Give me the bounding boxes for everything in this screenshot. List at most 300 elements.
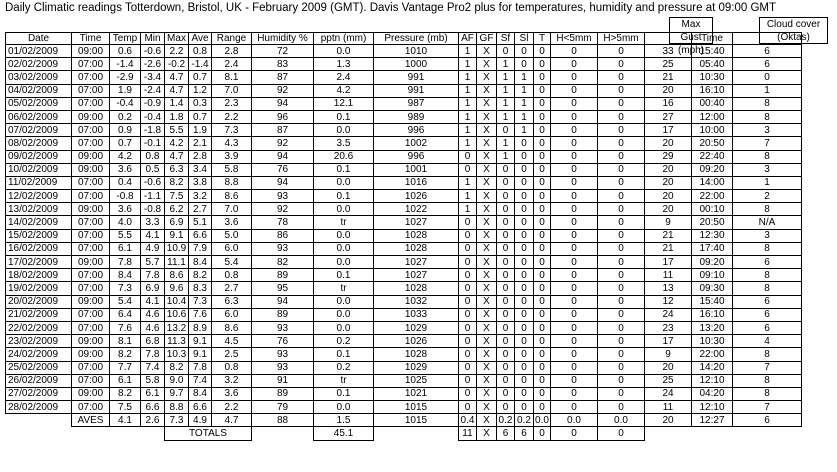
table-row (6, 150, 802, 163)
table-cell: 6.9 (141, 282, 165, 295)
table-cell: 0 (551, 321, 598, 334)
table-cell: 0 (551, 150, 598, 163)
averages-cell: 0.0 (551, 414, 598, 427)
table-cell: 12 (645, 295, 692, 308)
table-cell: 93 (252, 190, 314, 203)
table-cell: 0 (598, 45, 645, 58)
table-cell: 8.4 (110, 269, 141, 282)
table-cell: -0.4 (110, 97, 141, 110)
table-cell: 17 (645, 124, 692, 137)
table-cell: 0 (515, 163, 534, 176)
averages-cell: 2.6 (141, 414, 165, 427)
table-cell: 94 (252, 97, 314, 110)
table-cell: 04/02/2009 (6, 84, 72, 97)
table-cell: 0 (515, 58, 534, 71)
table-cell: 8.1 (110, 335, 141, 348)
table-cell: 1 (515, 124, 534, 137)
table-cell: 0 (497, 335, 515, 348)
table-cell: 6.6 (189, 229, 212, 242)
table-cell: 9.1 (165, 229, 189, 242)
table-cell: X (477, 71, 497, 84)
table-cell: 7.8 (189, 361, 212, 374)
table-cell: 0 (534, 308, 551, 321)
table-cell: 1.2 (189, 84, 212, 97)
table-cell: 12:10 (692, 374, 733, 387)
table-cell: 3 (733, 163, 802, 176)
table-cell: 0 (515, 269, 534, 282)
table-cell: 09:30 (692, 282, 733, 295)
table-cell: 0 (598, 282, 645, 295)
table-cell: 08/02/2009 (6, 137, 72, 150)
table-cell: 1 (497, 97, 515, 110)
table-cell: 5.5 (110, 229, 141, 242)
table-cell: 15:40 (692, 45, 733, 58)
table-cell: 1022 (374, 203, 459, 216)
table-cell: 1 (459, 58, 477, 71)
table-cell: 10:30 (692, 71, 733, 84)
table-cell: 22/02/2009 (6, 321, 72, 334)
table-cell: 9.6 (165, 282, 189, 295)
table-cell: -1.1 (141, 190, 165, 203)
table-cell: 27 (645, 110, 692, 123)
table-cell: X (477, 216, 497, 229)
table-cell: 0 (598, 348, 645, 361)
table-cell: X (477, 256, 497, 269)
table-cell: 7.8 (141, 348, 165, 361)
table-cell: 0 (534, 321, 551, 334)
table-cell: 07:00 (72, 229, 110, 242)
table-cell: 0 (459, 401, 477, 414)
table-cell: 0 (459, 216, 477, 229)
table-cell: 20 (645, 361, 692, 374)
totals-sf: 6 (497, 427, 515, 440)
table-cell: 6.6 (189, 401, 212, 414)
table-cell: 21/02/2009 (6, 308, 72, 321)
table-cell: 7.8 (141, 269, 165, 282)
table-row (6, 176, 802, 189)
table-cell: 27/02/2009 (6, 387, 72, 400)
table-cell: 0 (551, 176, 598, 189)
table-cell: 0.1 (314, 110, 374, 123)
table-cell: -2.6 (141, 58, 165, 71)
table-cell: 29 (645, 150, 692, 163)
table-cell: X (477, 321, 497, 334)
table-cell: 0.2 (314, 361, 374, 374)
table-cell: 07:00 (72, 308, 110, 321)
table-cell: 07/02/2009 (6, 124, 72, 137)
table-cell: 0 (598, 269, 645, 282)
table-cell: 2.2 (212, 110, 252, 123)
table-cell: 0 (459, 163, 477, 176)
table-cell: 0 (497, 348, 515, 361)
table-cell: 6 (733, 295, 802, 308)
table-cell: 0 (497, 374, 515, 387)
table-cell: 8.4 (189, 387, 212, 400)
table-cell: 0.2 (110, 110, 141, 123)
averages-cell: 1.5 (314, 414, 374, 427)
blank-cell (252, 427, 314, 440)
table-cell: 0 (534, 229, 551, 242)
table-cell: 8.2 (165, 361, 189, 374)
table-cell: 0 (534, 295, 551, 308)
table-cell: 0 (598, 124, 645, 137)
table-cell: 1000 (374, 58, 459, 71)
table-cell: 93 (252, 348, 314, 361)
table-cell: 4.1 (141, 295, 165, 308)
table-cell: X (477, 137, 497, 150)
table-cell: 0 (534, 110, 551, 123)
climate-table (5, 32, 802, 441)
column-header-time: Time (692, 33, 733, 45)
table-cell: 1 (459, 110, 477, 123)
averages-cell: 0.2 (497, 414, 515, 427)
table-cell: 13:20 (692, 321, 733, 334)
table-cell: 1 (459, 137, 477, 150)
table-cell: 09:00 (72, 150, 110, 163)
table-cell: 07:00 (72, 137, 110, 150)
table-cell: 1 (497, 110, 515, 123)
table-cell: 0 (598, 150, 645, 163)
table-cell: 9.7 (165, 387, 189, 400)
table-cell: 0.0 (314, 308, 374, 321)
table-cell: 12:10 (692, 401, 733, 414)
table-cell: 1015 (374, 401, 459, 414)
table-row (6, 110, 802, 123)
table-cell: X (477, 282, 497, 295)
table-cell: 16 (645, 97, 692, 110)
table-cell: 2 (733, 190, 802, 203)
table-cell: 0.0 (314, 295, 374, 308)
table-cell: 89 (252, 387, 314, 400)
table-cell: 2.7 (212, 282, 252, 295)
table-cell: 0 (497, 269, 515, 282)
table-cell: 2.4 (212, 58, 252, 71)
table-cell: 20 (645, 84, 692, 97)
table-cell: 0 (497, 190, 515, 203)
table-cell: X (477, 110, 497, 123)
table-cell: 0.0 (314, 401, 374, 414)
table-cell: 0 (551, 97, 598, 110)
table-cell: 0 (598, 58, 645, 71)
totals-row (6, 427, 802, 440)
table-cell: 3.2 (189, 190, 212, 203)
table-cell: 7.0 (212, 84, 252, 97)
table-cell: 7.9 (189, 242, 212, 255)
table-cell: 0.0 (314, 321, 374, 334)
table-cell: 3.3 (141, 216, 165, 229)
table-cell: -1.4 (110, 58, 141, 71)
table-cell: 09:00 (72, 45, 110, 58)
table-cell: 4.0 (110, 216, 141, 229)
table-cell: 0 (459, 321, 477, 334)
table-row (6, 401, 802, 414)
table-cell: 2.3 (212, 97, 252, 110)
table-cell: 1.4 (165, 97, 189, 110)
table-cell: 0 (598, 308, 645, 321)
table-cell: 0 (534, 361, 551, 374)
table-cell: 24/02/2009 (6, 348, 72, 361)
table-cell: 0 (551, 348, 598, 361)
table-cell: 0 (459, 242, 477, 255)
table-cell: 1 (459, 45, 477, 58)
table-cell: 0 (515, 176, 534, 189)
table-row (6, 124, 802, 137)
table-cell: 1032 (374, 295, 459, 308)
table-cell: 01/02/2009 (6, 45, 72, 58)
table-cell: -0.8 (110, 190, 141, 203)
table-cell: 3.6 (110, 203, 141, 216)
table-cell: 07:00 (72, 282, 110, 295)
table-cell: 0 (534, 401, 551, 414)
table-cell: 87 (252, 71, 314, 84)
table-cell: 0.2 (314, 335, 374, 348)
table-cell: 0 (551, 84, 598, 97)
table-cell: 0.0 (314, 242, 374, 255)
table-cell: 4.2 (165, 137, 189, 150)
table-cell: 0 (515, 348, 534, 361)
table-cell: 1 (459, 71, 477, 84)
table-cell: 1 (497, 58, 515, 71)
table-cell: 07:00 (72, 374, 110, 387)
table-cell: 6.3 (212, 295, 252, 308)
table-cell: X (477, 190, 497, 203)
table-cell: 02/02/2009 (6, 58, 72, 71)
table-cell: 0 (459, 150, 477, 163)
table-cell: 09:00 (72, 348, 110, 361)
table-cell: 6 (733, 58, 802, 71)
table-cell: 0 (459, 348, 477, 361)
table-cell: 12:30 (692, 229, 733, 242)
table-cell: 8.2 (110, 387, 141, 400)
table-cell: 0 (598, 71, 645, 84)
table-cell: 1.3 (314, 58, 374, 71)
table-row (6, 387, 802, 400)
table-cell: 10:30 (692, 335, 733, 348)
table-cell: 14:20 (692, 361, 733, 374)
table-cell: 07:00 (72, 124, 110, 137)
table-cell: 0 (515, 401, 534, 414)
table-cell: 0 (497, 176, 515, 189)
table-cell: 0.4 (110, 176, 141, 189)
table-cell: 0 (515, 321, 534, 334)
table-cell: 0 (534, 190, 551, 203)
table-cell: 0 (534, 335, 551, 348)
table-cell: 0 (534, 348, 551, 361)
table-cell: 1 (459, 190, 477, 203)
table-row (6, 58, 802, 71)
table-cell: X (477, 97, 497, 110)
table-cell: 8.6 (212, 190, 252, 203)
table-cell: X (477, 150, 497, 163)
table-cell: 1028 (374, 242, 459, 255)
table-cell: 0 (551, 58, 598, 71)
table-cell: 2.7 (189, 203, 212, 216)
table-cell: 1029 (374, 321, 459, 334)
table-cell: 22:40 (692, 150, 733, 163)
table-cell: 7.3 (110, 282, 141, 295)
table-cell: 07:00 (72, 176, 110, 189)
table-cell: 76 (252, 335, 314, 348)
table-cell: 0 (497, 321, 515, 334)
table-row (6, 97, 802, 110)
table-row (6, 71, 802, 84)
table-cell: 0 (551, 401, 598, 414)
table-cell: 16:10 (692, 84, 733, 97)
column-header-range: Range (212, 33, 252, 45)
table-cell: 0 (497, 216, 515, 229)
averages-cell: 4.7 (212, 414, 252, 427)
table-cell: X (477, 84, 497, 97)
table-cell: 0 (551, 256, 598, 269)
table-cell: 94 (252, 176, 314, 189)
table-cell: 4 (733, 335, 802, 348)
table-cell: 3 (733, 124, 802, 137)
column-header-h-5mm: H<5mm (551, 33, 598, 45)
column-header-min: Min (141, 33, 165, 45)
table-cell: X (477, 45, 497, 58)
table-cell: 0 (534, 58, 551, 71)
table-cell: 04:20 (692, 387, 733, 400)
table-cell: 07:00 (72, 321, 110, 334)
table-cell: 05:40 (692, 58, 733, 71)
table-cell: 0.0 (314, 229, 374, 242)
column-header-col19 (733, 33, 802, 45)
table-cell: 0.7 (189, 110, 212, 123)
table-cell: 8 (733, 269, 802, 282)
table-cell: 8.4 (189, 256, 212, 269)
column-header-pressure-mb: Pressure (mb) (374, 33, 459, 45)
table-cell: 22:00 (692, 190, 733, 203)
table-cell: 0 (551, 387, 598, 400)
table-cell: 8.3 (189, 282, 212, 295)
table-cell: 0.8 (212, 361, 252, 374)
totals-h-lt5mm: 0 (551, 427, 598, 440)
table-cell: 3.2 (212, 374, 252, 387)
table-cell: 07:00 (72, 361, 110, 374)
table-cell: X (477, 124, 497, 137)
table-cell: 7.8 (110, 256, 141, 269)
table-row (6, 321, 802, 334)
table-cell: 0 (598, 335, 645, 348)
averages-cell: 20 (645, 414, 692, 427)
table-cell: 5.7 (141, 256, 165, 269)
table-cell: 0 (459, 256, 477, 269)
table-row (6, 216, 802, 229)
table-cell: 00:40 (692, 97, 733, 110)
table-cell: 11 (645, 269, 692, 282)
table-cell: -0.4 (141, 110, 165, 123)
table-cell: 76 (252, 163, 314, 176)
table-cell: 8.8 (212, 176, 252, 189)
table-cell: 18/02/2009 (6, 269, 72, 282)
table-cell: 991 (374, 84, 459, 97)
table-cell: -1.8 (141, 124, 165, 137)
table-cell: 0 (497, 282, 515, 295)
column-header-sl: Sl (515, 33, 534, 45)
table-cell: 0.0 (314, 256, 374, 269)
table-cell: 1.9 (110, 84, 141, 97)
table-cell: 0 (534, 374, 551, 387)
table-cell: 0 (497, 308, 515, 321)
table-row (6, 84, 802, 97)
table-cell: 0.7 (189, 71, 212, 84)
table-cell: 8 (733, 110, 802, 123)
table-cell: 0 (598, 176, 645, 189)
table-cell: 09/02/2009 (6, 150, 72, 163)
table-cell: 1025 (374, 374, 459, 387)
table-cell: 0 (534, 163, 551, 176)
table-cell: 1026 (374, 190, 459, 203)
table-cell: 0.0 (314, 124, 374, 137)
table-cell: 07:00 (72, 242, 110, 255)
table-cell: 0 (459, 229, 477, 242)
table-cell: 12:00 (692, 110, 733, 123)
column-header-pptn-mm: pptn (mm) (314, 33, 374, 45)
table-cell: 8.2 (165, 176, 189, 189)
table-cell: 8 (733, 97, 802, 110)
table-cell: -0.2 (165, 58, 189, 71)
table-cell: 0 (551, 282, 598, 295)
table-cell: 8.2 (189, 269, 212, 282)
table-cell: 1 (733, 176, 802, 189)
table-cell: 4.6 (141, 308, 165, 321)
table-cell: 0 (515, 229, 534, 242)
table-cell: 09:00 (72, 203, 110, 216)
table-cell: 14:00 (692, 176, 733, 189)
table-cell: 1 (459, 97, 477, 110)
max-gust-unit: (mph) (677, 45, 705, 56)
table-cell: 0.9 (110, 124, 141, 137)
table-cell: 0 (515, 242, 534, 255)
table-cell: 05/02/2009 (6, 97, 72, 110)
table-cell: 00:10 (692, 203, 733, 216)
table-cell: 5.1 (189, 216, 212, 229)
table-cell: 96 (252, 110, 314, 123)
table-row (6, 361, 802, 374)
table-cell: 8.9 (189, 321, 212, 334)
table-cell: 4.6 (141, 321, 165, 334)
table-cell: 11.1 (165, 256, 189, 269)
table-cell: 3.5 (314, 137, 374, 150)
table-cell: 1 (515, 84, 534, 97)
table-cell: 9 (645, 216, 692, 229)
table-cell: 15:40 (692, 295, 733, 308)
table-cell: 1028 (374, 348, 459, 361)
table-cell: 20.6 (314, 150, 374, 163)
table-cell: 0.0 (314, 176, 374, 189)
table-cell: 8.2 (110, 348, 141, 361)
averages-cell: 6 (733, 414, 802, 427)
table-cell: 1 (497, 84, 515, 97)
table-cell: 0 (551, 124, 598, 137)
table-row (6, 229, 802, 242)
table-cell: 0.8 (212, 269, 252, 282)
table-cell: 07:00 (72, 269, 110, 282)
table-cell: 09:00 (72, 295, 110, 308)
table-cell: 0.6 (110, 45, 141, 58)
table-cell: -0.1 (141, 137, 165, 150)
table-cell: 0 (598, 97, 645, 110)
table-cell: 8.8 (165, 401, 189, 414)
table-cell: 1 (497, 150, 515, 163)
table-cell: 1.8 (165, 110, 189, 123)
header-row (6, 33, 802, 45)
table-cell: 6.9 (165, 216, 189, 229)
table-cell: 991 (374, 71, 459, 84)
table-row (6, 269, 802, 282)
table-cell: 0.1 (314, 269, 374, 282)
table-cell: X (477, 308, 497, 321)
